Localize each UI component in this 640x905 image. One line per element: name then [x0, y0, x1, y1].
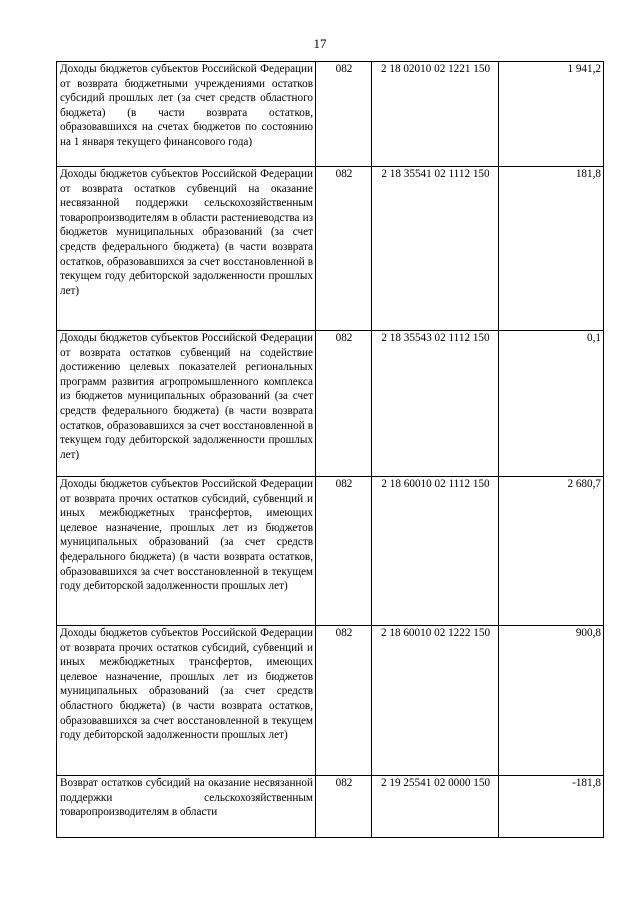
admin-code: 082: [316, 776, 372, 838]
table-row: [57, 62, 604, 167]
budget-classification-code: 2 18 35541 02 1112 150: [372, 167, 499, 331]
revenue-description: Доходы бюджетов субъектов Российской Федерации от возврата прочих остатков субсидий, субвенций и иных межбюджетных трансфертов, имеющих целевое назначение, прошлых лет из бюджетов муниципальных образований (за счет средств областного бюджета) (в части возврата остатков, образовавшихся за счет восстановленной в текущем году дебиторской задолженности прошлых лет): [57, 626, 316, 776]
table-row: [57, 626, 604, 776]
budget-classification-code: 2 18 35543 02 1112 150: [372, 331, 499, 477]
budget-revenue-table: [56, 61, 604, 838]
revenue-description: Доходы бюджетов субъектов Российской Федерации от возврата прочих остатков субсидий, субвенций и иных межбюджетных трансфертов, имеющих целевое назначение, прошлых лет из бюджетов муниципальных образований (за счет средств федерального бюджета) (в части возврата остатков, образовавшихся за счет восстановленной в текущем году дебиторской задолженности прошлых лет): [57, 477, 316, 626]
amount: 181,8: [499, 167, 604, 331]
admin-code: 082: [316, 626, 372, 776]
revenue-description: Возврат остатков субсидий на оказание несвязанной поддержки сельскохозяйственным товаропроизводителям в области: [57, 776, 316, 838]
admin-code: 082: [316, 167, 372, 331]
amount: 1 941,2: [499, 62, 604, 167]
revenue-description: Доходы бюджетов субъектов Российской Федерации от возврата бюджетными учреждениями остатков субсидий прошлых лет (за счет средств областного бюджета) (в части возврата остатков, образовавшихся на счетах бюджетов по состоянию на 1 января текущего финансового года): [57, 62, 316, 167]
revenue-description: Доходы бюджетов субъектов Российской Федерации от возврата остатков субвенций на оказание несвязанной поддержки сельскохозяйственным товаропроизводителям в области растениеводства из бюджетов муниципальных образований (за счет средств федерального бюджета) (в части возврата остатков, образовавшихся за счет восстановленной в текущем году дебиторской задолженности прошлых лет): [57, 167, 316, 331]
table-row: [57, 167, 604, 331]
amount: 900,8: [499, 626, 604, 776]
budget-classification-code: 2 18 02010 02 1221 150: [372, 62, 499, 167]
admin-code: 082: [316, 477, 372, 626]
table-row: [57, 331, 604, 477]
revenue-description: Доходы бюджетов субъектов Российской Федерации от возврата остатков субвенций на содействие достижению целевых показателей региональных программ развития агропромышленного комплекса из бюджетов муниципальных образований (за счет средств федерального бюджета) (в части возврата остатков, образовавшихся за счет восстановленной в текущем году дебиторской задолженности прошлых лет): [57, 331, 316, 477]
admin-code: 082: [316, 331, 372, 477]
amount: 2 680,7: [499, 477, 604, 626]
admin-code: 082: [316, 62, 372, 167]
table-row: [57, 776, 604, 838]
page-number: 17: [313, 36, 327, 51]
budget-classification-code: 2 18 60010 02 1112 150: [372, 477, 499, 626]
table-row: [57, 477, 604, 626]
amount: -181,8: [499, 776, 604, 838]
amount: 0,1: [499, 331, 604, 477]
budget-classification-code: 2 19 25541 02 0000 150: [372, 776, 499, 838]
budget-classification-code: 2 18 60010 02 1222 150: [372, 626, 499, 776]
